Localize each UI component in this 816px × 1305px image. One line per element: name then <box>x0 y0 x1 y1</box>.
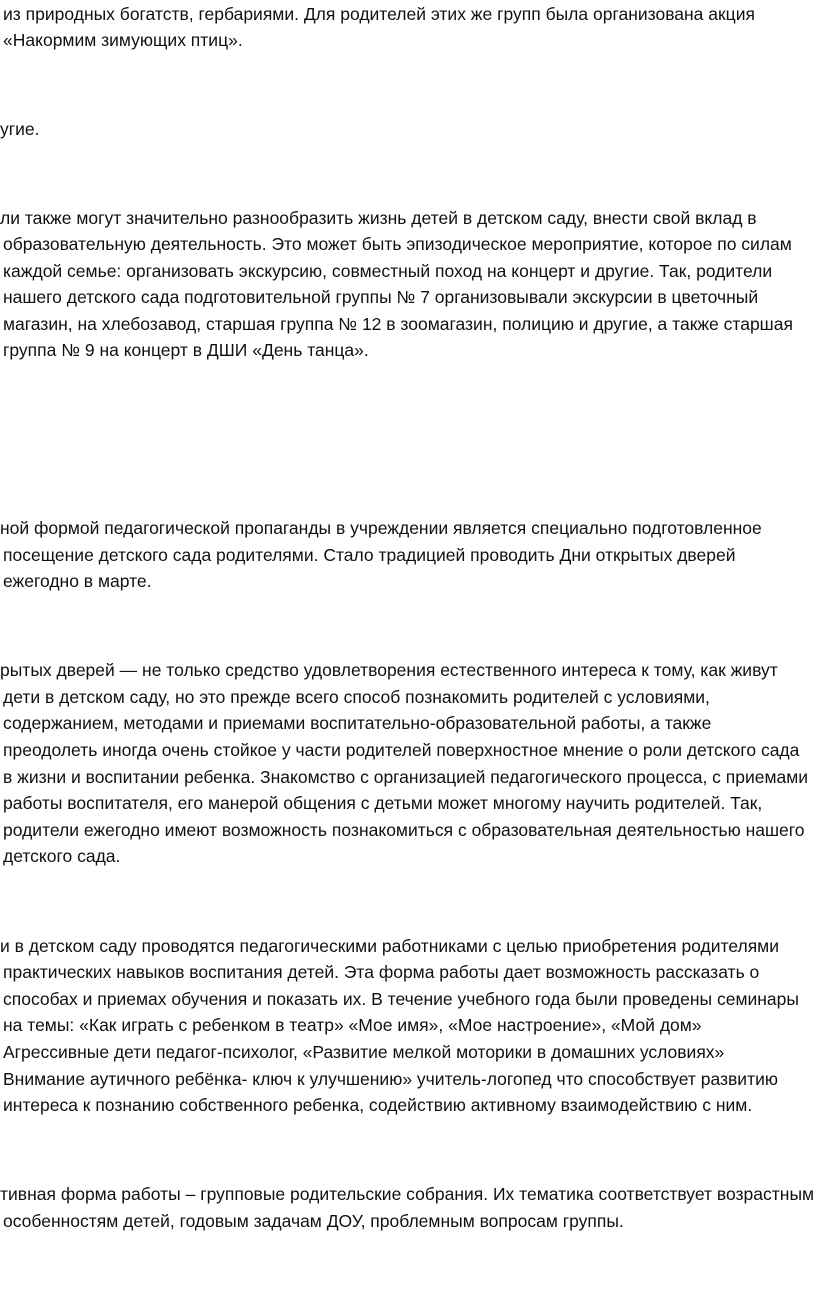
text-line: способах и приемах обучения и показать их. В течение учебного года были проведены семинары <box>3 989 799 1009</box>
text-line: преодолеть иногда очень стойкое у части родителей поверхностное мнение о роли детского сада <box>3 740 800 760</box>
text-line: на темы: «Как играть с ребенком в театр» «Мое имя», «Мое настроение», «Мой дом» <box>3 1015 702 1035</box>
text-line: Внимание аутичного ребёнка- ключ к улучшению» учитель-логопед что способствует развитию <box>3 1069 778 1089</box>
text-line: нашего детского сада подготовительной группы № 7 организовывали экскурсии в цветочный <box>3 287 759 307</box>
text-line: дети в детском саду, но это прежде всего способ познакомить родителей с условиями, <box>3 687 710 707</box>
text-line: ежегодно в марте. <box>3 571 152 591</box>
text-line: и в детском саду проводятся педагогическими работниками с целью приобретения родителями <box>0 936 779 956</box>
text-line: особенностям детей, годовым задачам ДОУ, проблемным вопросам группы. <box>3 1211 624 1231</box>
text-line: родители ежегодно имеют возможность познакомиться с образовательная деятельностью нашего <box>3 820 805 840</box>
text-line: посещение детского сада родителями. Стало традицией проводить Дни открытых дверей <box>3 545 736 565</box>
text-line: «Накормим зимующих птиц». <box>3 30 243 50</box>
text-line: в жизни и воспитании ребенка. Знакомство с организацией педагогического процесса, с приемами <box>3 767 809 787</box>
text-line: ной формой педагогической пропаганды в учреждении является специально подготовленное <box>0 518 762 538</box>
text-line: каждой семье: организовать экскурсию, совместный поход на концерт и другие. Так, родители <box>3 261 773 281</box>
text-line: ли также могут значительно разнообразить жизнь детей в детском саду, внести свой вклад в <box>0 208 757 228</box>
text-line: работы воспитателя, его манерой общения с детьми может многому научить родителей. Так, <box>3 793 763 813</box>
text-line: практических навыков воспитания детей. Эта форма работы дает возможность рассказать о <box>3 962 760 982</box>
text-line: содержанием, методами и приемами воспитательно-образовательной работы, а также <box>3 713 712 733</box>
text-line: интереса к познанию собственного ребенка, содействию активному взаимодействию с ним. <box>3 1095 753 1115</box>
text-line: образовательную деятельность. Это может быть эпизодическое мероприятие, которое по силам <box>3 234 792 254</box>
text-line: магазин, на хлебозавод, старшая группа № 12 в зоомагазин, полицию и другие, а также старшая <box>3 314 793 334</box>
text-line: тивная форма работы – групповые родительские собрания. Их тематика соответствует возрастным <box>0 1184 815 1204</box>
text-line: детского сада. <box>3 846 121 866</box>
text-line: угие. <box>0 119 40 139</box>
text-line: группа № 9 на концерт в ДШИ «День танца». <box>3 340 369 360</box>
text-line: рытых дверей — не только средство удовлетворения естественного интереса к тому, как живут <box>0 660 778 680</box>
text-line: из природных богатств, гербариями. Для родителей этих же групп была организована акция <box>3 4 755 24</box>
text-line: Агрессивные дети педагог-психолог, «Развитие мелкой моторики в домашних условиях» <box>3 1042 725 1062</box>
